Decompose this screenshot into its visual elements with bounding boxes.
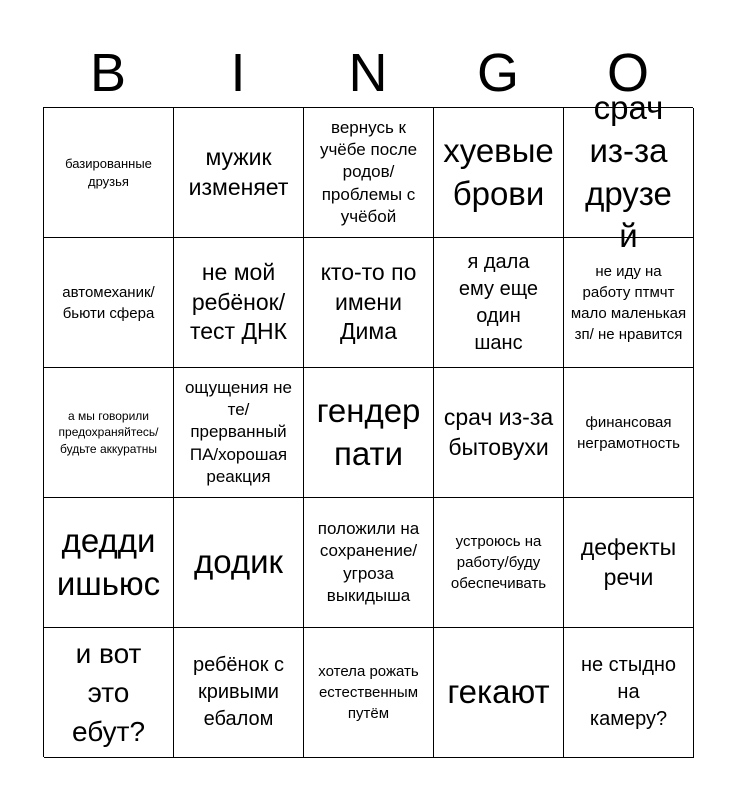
cell-text: и вот это ебут?	[71, 637, 146, 748]
bingo-cell-r3c1[interactable]	[44, 368, 174, 498]
bingo-cell-r2c2[interactable]	[174, 238, 304, 368]
bingo-cell-r1c3[interactable]	[304, 108, 434, 238]
header-letter-i: I	[230, 43, 246, 103]
cell-text: я дала ему еще один шанс	[458, 250, 539, 354]
header-letter-g: G	[476, 43, 519, 103]
cell-text: базированные друзья	[65, 155, 152, 189]
bingo-board	[43, 88, 693, 757]
bingo-cell-r5c2[interactable]	[174, 628, 304, 758]
bingo-cell-r1c4[interactable]	[434, 108, 564, 238]
bingo-cell-r5c4[interactable]	[434, 628, 564, 758]
cell-text: автомеханик/ бьюти сфера	[62, 283, 155, 322]
bingo-cell-r2c4[interactable]	[434, 238, 564, 368]
header-letter-b: B	[89, 43, 127, 103]
bingo-cell-r2c1[interactable]	[44, 238, 174, 368]
bingo-cell-r5c5[interactable]	[564, 628, 694, 758]
cell-text: срач из-за бытовухи	[443, 403, 554, 460]
cell-text: не иду на работу птмчт мало маленькая зп/ не нравится	[570, 262, 687, 343]
cell-text: не стыдно на камеру?	[580, 654, 677, 730]
bingo-cell-r3c2[interactable]	[174, 368, 304, 498]
cell-text: положили на сохранение/ угроза выкидыша	[317, 519, 420, 605]
cell-text: устроюсь на работу/буду обеспечивать	[450, 533, 547, 592]
cell-text: а мы говорили предохраняйтесь/ будьте аккуратны	[58, 409, 159, 456]
header-letter-n: N	[348, 43, 388, 103]
bingo-cell-r4c5[interactable]	[564, 498, 694, 628]
bingo-cell-r4c3[interactable]	[304, 498, 434, 628]
cell-text: кто-то по имени Дима	[320, 258, 417, 345]
cell-text: хуевые брови	[443, 131, 554, 212]
bingo-cell-r3c5[interactable]	[564, 368, 694, 498]
bingo-cell-r1c2[interactable]	[174, 108, 304, 238]
cell-text: дедди ишьюс	[56, 521, 161, 602]
cell-text: финансовая неграмотность	[577, 413, 680, 452]
cell-text: не мой ребёнок/ тест ДНК	[189, 258, 288, 345]
bingo-cell-r1c1[interactable]	[44, 108, 174, 238]
bingo-cell-r2c5[interactable]	[564, 238, 694, 368]
header-letter-o: O	[606, 43, 649, 103]
bingo-cell-r4c1[interactable]	[44, 498, 174, 628]
bingo-cell-r3c3[interactable]	[304, 368, 434, 498]
bingo-cell-r2c3[interactable]	[304, 238, 434, 368]
cell-text: хотела рожать естественным путём	[318, 663, 419, 722]
bingo-cell-r4c2[interactable]	[174, 498, 304, 628]
cell-text: ощущения не те/ прерванный ПА/хорошая реакция	[184, 378, 293, 486]
cell-text: додик	[193, 543, 283, 581]
cell-text: вернусь к учёбе после родов/ проблемы с учёбой	[319, 118, 418, 226]
bingo-cell-r5c3[interactable]	[304, 628, 434, 758]
bingo-cell-r5c1[interactable]	[44, 628, 174, 758]
cell-text: дефекты речи	[580, 533, 677, 590]
bingo-cell-r4c4[interactable]	[434, 498, 564, 628]
cell-text: ребёнок с кривыми ебалом	[192, 654, 285, 730]
cell-text: мужик изменяет	[188, 143, 289, 200]
cell-text: гендер пати	[316, 391, 421, 472]
bingo-cell-r1c5[interactable]	[564, 88, 694, 255]
cell-text: срач из-за друзей	[585, 88, 672, 255]
cell-text: гекают	[447, 673, 550, 711]
bingo-cell-r3c4[interactable]	[434, 368, 564, 498]
